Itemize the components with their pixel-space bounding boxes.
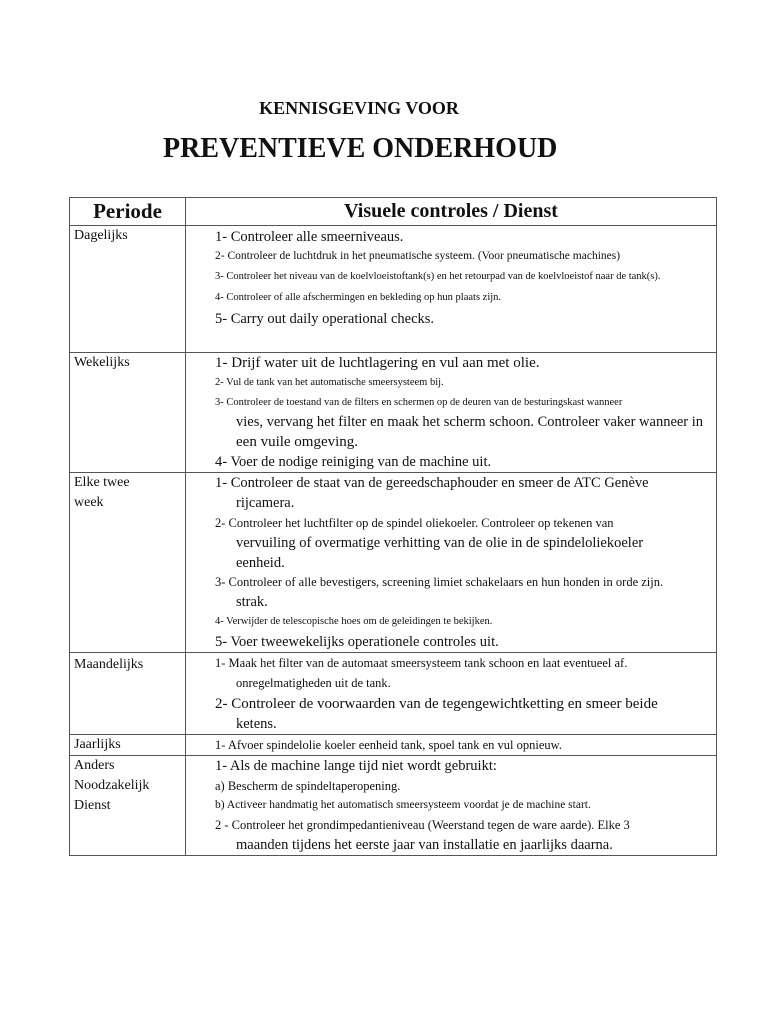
period-cell bbox=[70, 735, 186, 756]
checks-cell bbox=[186, 653, 717, 735]
check-item-continued: eenheid. bbox=[236, 555, 285, 571]
period-cell bbox=[70, 653, 186, 735]
check-item-continued: vies, vervang het filter en maak het scherm schoon. Controleer vaker wanneer in bbox=[236, 414, 704, 430]
check-item: 1- Drijf water uit de luchtlagering en vul aan met olie. bbox=[215, 355, 540, 371]
check-item: 5- Voer tweewekelijks operationele controles uit. bbox=[215, 634, 499, 650]
period-label: week bbox=[74, 495, 104, 510]
check-item: 3- Controleer de toestand van de filters en schermen op de deuren van de besturingskast wanneer bbox=[215, 397, 623, 408]
check-item: 3- Controleer of alle bevestigers, screening limiet schakelaars en hun honden in orde zijn. bbox=[215, 575, 664, 589]
check-item: b) Activeer handmatig het automatisch smeersysteem voordat je de machine start. bbox=[215, 799, 591, 811]
check-item: 4- Controleer of alle afschermingen en bekleding op hun plaats zijn. bbox=[215, 292, 502, 303]
table-header-row bbox=[70, 198, 717, 226]
check-item-continued: maanden tijdens het eerste jaar van installatie en jaarlijks daarna. bbox=[236, 837, 613, 853]
check-item: 2- Controleer het luchtfilter op de spindel oliekoeler. Controleer op tekenen van bbox=[215, 516, 614, 530]
table-row bbox=[70, 653, 717, 735]
check-item-continued: vervuiling of overmatige verhitting van de olie in de spindeloliekoeler bbox=[236, 535, 644, 551]
period-cell bbox=[70, 473, 186, 653]
period-label: Noodzakelijk bbox=[74, 778, 150, 793]
check-item-continued: strak. bbox=[236, 594, 268, 610]
checks-cell bbox=[186, 226, 717, 353]
check-item: 2- Controleer de luchtdruk in het pneumatische systeem. (Voor pneumatische machines) bbox=[215, 250, 621, 262]
period-label: Maandelijks bbox=[74, 657, 144, 672]
check-item: a) Bescherm de spindeltaperopening. bbox=[215, 779, 401, 793]
check-item-continued: ketens. bbox=[236, 716, 277, 732]
check-item: 2- Vul de tank van het automatische smeersysteem bij. bbox=[215, 377, 444, 388]
check-item: 1- Afvoer spindelolie koeler eenheid tank, spoel tank en vul opnieuw. bbox=[215, 738, 563, 752]
period-cell bbox=[70, 226, 186, 353]
period-label: Anders bbox=[74, 758, 115, 773]
table-row bbox=[70, 735, 717, 756]
table-row bbox=[70, 353, 717, 473]
period-label: Dagelijks bbox=[74, 228, 128, 243]
check-item: 4- Voer de nodige reiniging van de machine uit. bbox=[215, 454, 492, 470]
column-header-period: Periode bbox=[70, 198, 186, 226]
page-title: PREVENTIEVE ONDERHOUD bbox=[163, 133, 558, 164]
maintenance-table bbox=[69, 197, 717, 856]
period-label: Dienst bbox=[74, 798, 111, 813]
check-item: 1- Controleer de staat van de gereedschaphouder en smeer de ATC Genève bbox=[215, 475, 649, 491]
period-cell bbox=[70, 353, 186, 473]
period-label: Wekelijks bbox=[74, 355, 130, 370]
check-item: 5- Carry out daily operational checks. bbox=[215, 311, 435, 327]
check-item: 2- Controleer de voorwaarden van de tegengewichtketting en smeer beide bbox=[215, 696, 658, 712]
table-row bbox=[70, 756, 717, 856]
period-cell bbox=[70, 756, 186, 856]
check-item-continued: een vuile omgeving. bbox=[236, 434, 359, 450]
column-header-checks: Visuele controles / Dienst bbox=[186, 198, 717, 226]
table-row bbox=[70, 473, 717, 653]
check-item: 1- Als de machine lange tijd niet wordt gebruikt: bbox=[215, 758, 497, 774]
checks-cell bbox=[186, 756, 717, 856]
check-item: 1- Controleer alle smeerniveaus. bbox=[215, 229, 404, 245]
check-item-continued: onregelmatigheden uit de tank. bbox=[236, 676, 391, 690]
check-item-continued: rijcamera. bbox=[236, 495, 295, 511]
table-row bbox=[70, 226, 717, 353]
checks-cell bbox=[186, 735, 717, 756]
check-item: 4- Verwijder de telescopische hoes om de geleidingen te bekijken. bbox=[215, 616, 493, 627]
check-item: 2 - Controleer het grondimpedantieniveau (Weerstand tegen de ware aarde). Elke 3 bbox=[215, 818, 630, 832]
checks-cell bbox=[186, 353, 717, 473]
check-item: 1- Maak het filter van de automaat smeersysteem tank schoon en laat eventueel af. bbox=[215, 656, 628, 670]
check-item: 3- Controleer het niveau van de koelvloeistoftank(s) en het retourpad van de koelvloeistof naar de tank(s). bbox=[215, 271, 661, 282]
notice-heading: KENNISGEVING VOOR bbox=[259, 98, 459, 118]
checks-cell bbox=[186, 473, 717, 653]
period-label: Jaarlijks bbox=[74, 737, 121, 752]
period-label: Elke twee bbox=[74, 475, 130, 490]
